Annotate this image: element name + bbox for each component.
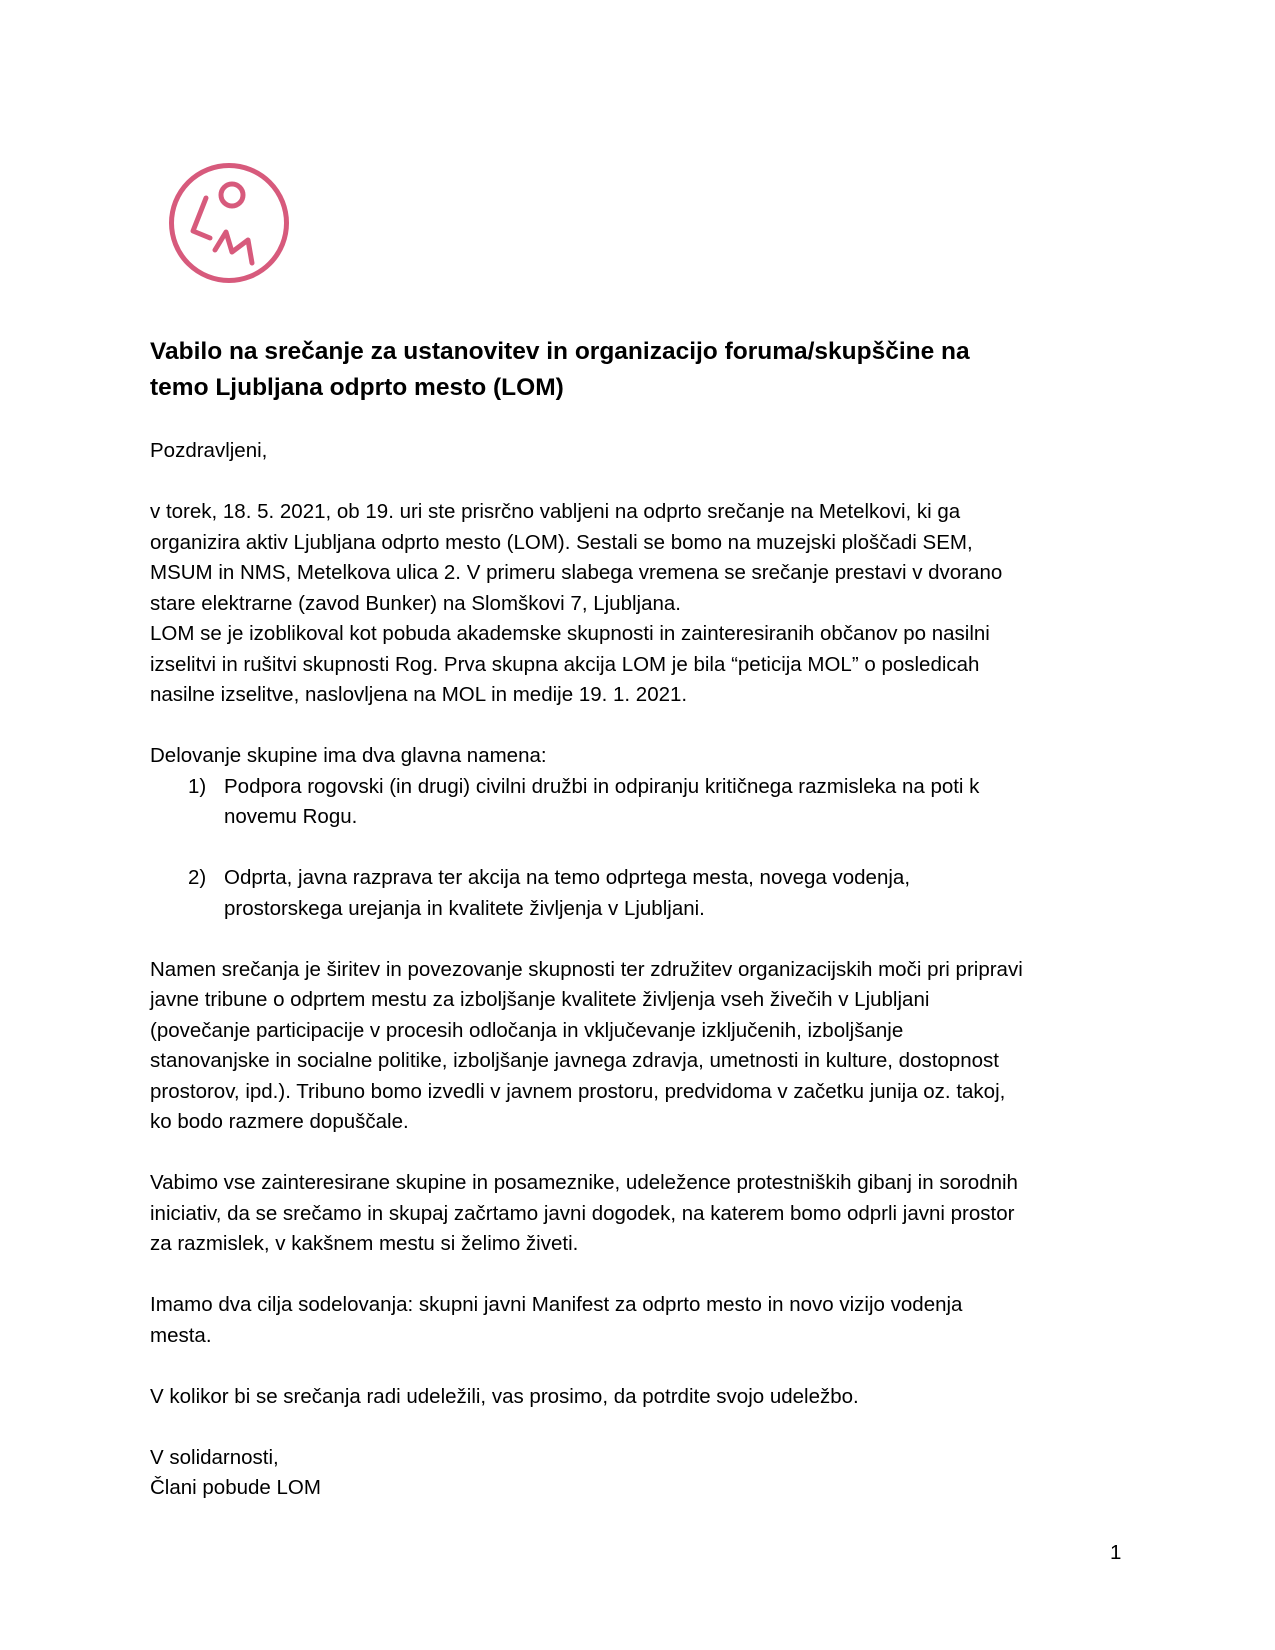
text-line: (povečanje participacije v procesih odločanja in vključevanje izključenih, izboljšanje [150,1018,904,1042]
list-item [150,863,1135,924]
text-line: stare elektrarne (zavod Bunker) na Slomškovi 7, Ljubljana. [150,591,681,615]
list-marker: 2) [188,866,207,889]
invitation-paragraph [150,1168,1135,1260]
closing: V solidarnosti, [150,1445,279,1469]
text-line: Podpora rogovski (in drugi) civilni družbi in odpiranju kritičnega razmisleka na poti k [224,774,980,798]
signature: Člani pobude LOM [150,1476,321,1499]
title-line: Vabilo na srečanje za ustanovitev in organizacijo foruma/skupščine na [150,338,970,365]
intro-paragraph [150,497,1135,711]
text-line: iniciativ, da se srečamo in skupaj začrtamo javni dogodek, na katerem bomo odprli javni prostor [150,1201,1015,1225]
text-line: izselitvi in rušitvi skupnosti Rog. Prva skupna akcija LOM je bila “peticija MOL” o posledicah [150,652,980,676]
text-line: LOM se je izoblikoval kot pobuda akademske skupnosti in zainteresiranih občanov po nasilni [150,622,990,645]
text-line: prostorskega urejanja in kvalitete življenja v Ljubljani. [224,896,705,920]
document-title [150,334,1135,406]
text-line: organizira aktiv Ljubljana odprto mesto (LOM). Sestali se bomo na muzejski ploščadi SEM, [150,530,973,554]
list-marker: 1) [188,774,207,798]
page-number: 1 [1110,1541,1122,1564]
text-line: ko bodo razmere dopuščale. [150,1110,409,1133]
text-line: javne tribune o odprtem mestu za izboljšanje kvalitete življenja vseh živečih v Ljubljani [150,988,930,1011]
greeting: Pozdravljeni, [150,439,268,462]
purpose-list [150,772,1135,925]
confirm-paragraph: V kolikor bi se srečanja radi udeležili, vas prosimo, da potrdite svojo udeležbo. [150,1384,859,1408]
text-line: Imamo dva cilja sodelovanja: skupni javni Manifest za odprto mesto in novo vizijo vodenja [150,1293,963,1316]
text-line: MSUM in NMS, Metelkova ulica 2. V primeru slabega vremena se srečanje prestavi v dvorano [150,561,1003,584]
text-line: Namen srečanja je širitev in povezovanje skupnosti ter združitev organizacijskih moči pri pripravi [150,957,1023,981]
lom-circle-logo-icon [166,160,292,286]
text-line: prostorov, ipd.). Tribuno bomo izvedli v javnem prostoru, predvidoma v začetku junija oz. takoj, [150,1079,1006,1103]
lom-logo [166,160,292,286]
sign-off [150,1443,1135,1504]
text-line: v torek, 18. 5. 2021, ob 19. uri ste prisrčno vabljeni na odprto srečanje na Metelkovi, ki ga [150,500,961,523]
text-line: nasilne izselitve, naslovljena na MOL in medije 19. 1. 2021. [150,683,688,706]
letter-body [150,334,1135,1504]
list-item [150,772,1135,833]
title-line: temo Ljubljana odprto mesto (LOM) [150,374,564,401]
text-line: mesta. [150,1323,212,1347]
goals-paragraph [150,1290,1135,1351]
text-line: za razmislek, v kakšnem mestu si želimo živeti. [150,1232,579,1255]
text-line: stanovanjske in socialne politike, izboljšanje javnega zdravja, umetnosti in kulture, dostopnost [150,1049,999,1072]
text-line: Odprta, javna razprava ter akcija na temo odprtega mesta, novega vodenja, [224,866,911,889]
purpose-intro: Delovanje skupine ima dva glavna namena: [150,744,547,767]
text-line: novemu Rogu. [224,805,358,828]
meeting-purpose-paragraph [150,955,1135,1138]
text-line: Vabimo vse zainteresirane skupine in posameznike, udeležence protestniških gibanj in sorodnih [150,1171,1018,1194]
